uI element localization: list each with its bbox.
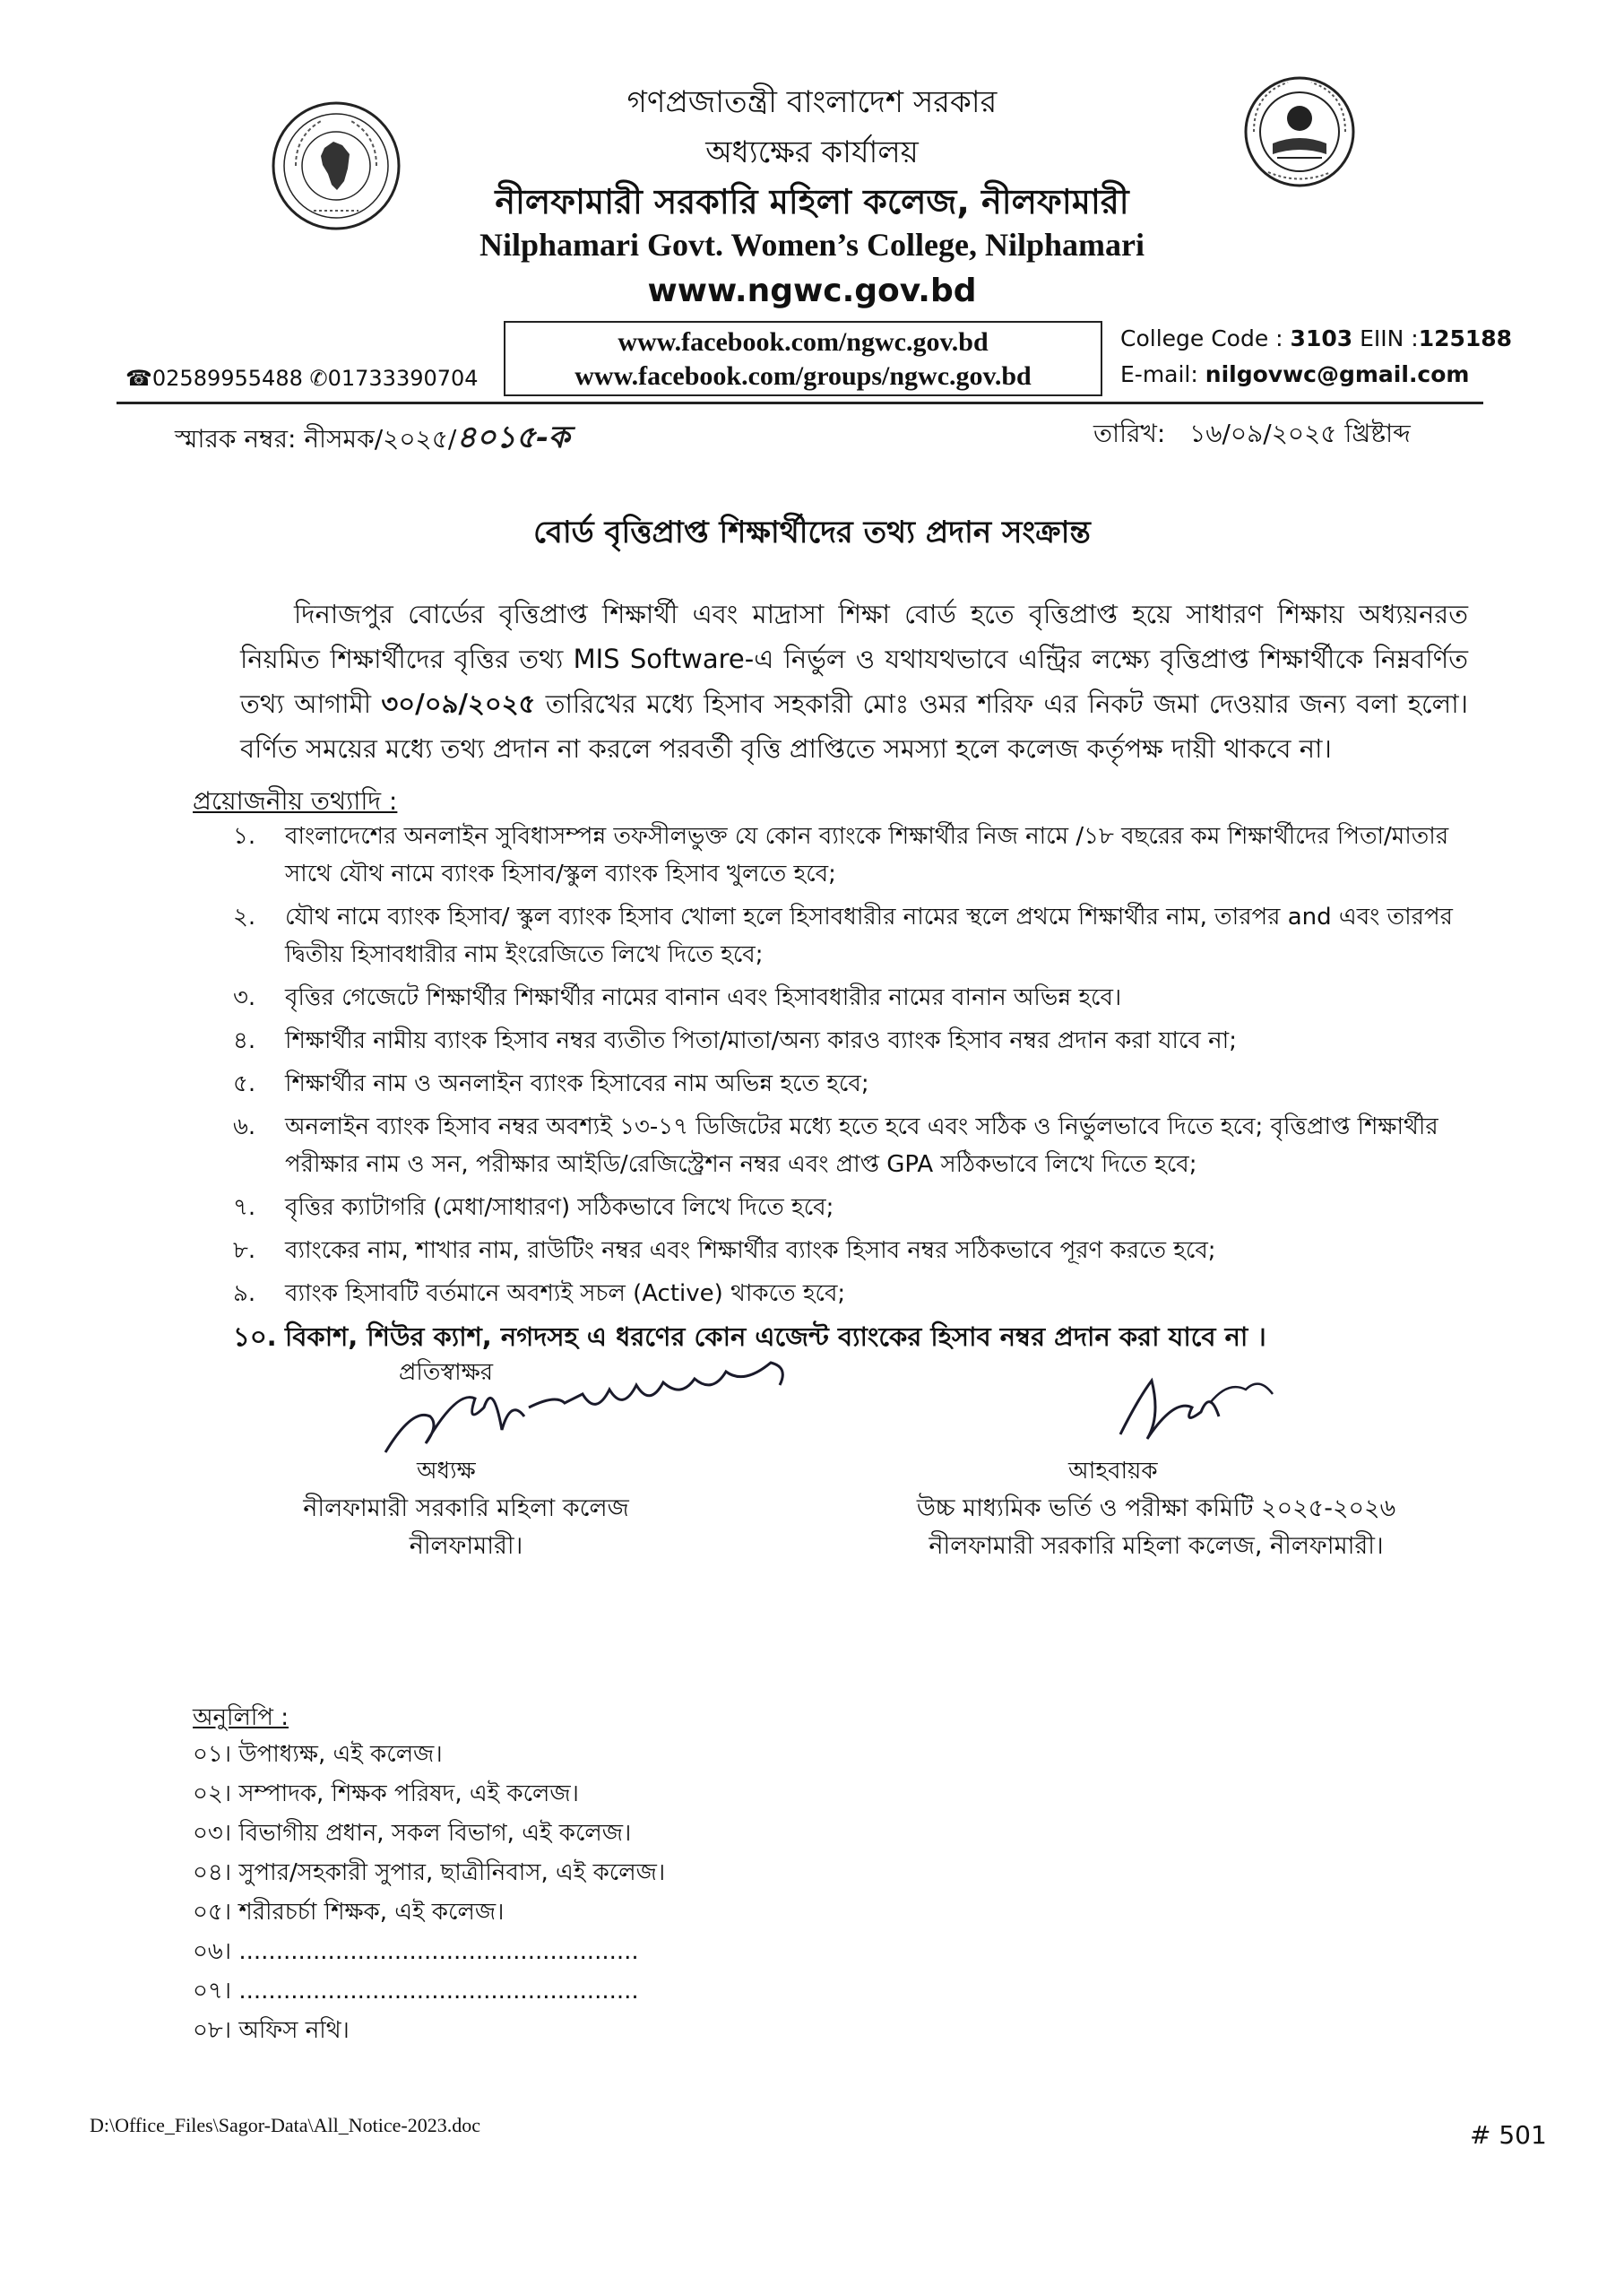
list-item-number: ৫. [233, 1070, 256, 1097]
email-label: E-mail: [1120, 361, 1205, 387]
file-path: D:\Office_Files\Sagor-Data\All_Notice-2023.doc [90, 2114, 480, 2136]
list-item [233, 818, 1488, 893]
principal-college: নীলফামারী সরকারি মহিলা কলেজ [303, 1494, 629, 1522]
list-item-number: ২. [233, 904, 256, 931]
list-item-number: ৮. [233, 1237, 256, 1264]
convener-signature [1111, 1363, 1291, 1452]
date-label: তারিখ: [1093, 419, 1166, 448]
eiin-label: EIIN : [1352, 325, 1419, 351]
list-item-number: ১. [233, 823, 256, 850]
list-item: ০৫। শরীরচর্চা শিক্ষক, এই কলেজ। [193, 1899, 505, 1926]
copies-list [193, 1735, 665, 2050]
list-item-text: শিক্ষার্থীর নামীয় ব্যাংক হিসাব নম্বর ব্যতীত পিতা/মাতা/অন্য কারও ব্যাংক হিসাব নম্বর প্রদান করা যাবে না; [285, 1027, 1237, 1054]
notice-body [240, 592, 1468, 771]
page-number: # 501 [1470, 2120, 1547, 2150]
convener-committee: উচ্চ মাধ্যমিক ভর্তি ও পরীক্ষা কমিটি ২০২৫-২০২৬ [916, 1494, 1396, 1522]
college-code-block [1120, 321, 1512, 393]
list-item-text: বৃত্তির গেজেটে শিক্ষার্থীর শিক্ষার্থীর নামের বানান এবং হিসাবধারীর নামের বানান অভিন্ন হবে। [285, 984, 1122, 1011]
list-item-number: ৯. [233, 1280, 256, 1307]
list-item-text: যৌথ নামে ব্যাংক হিসাব/ স্কুল ব্যাংক হিসাব খোলা হলে হিসাবধারীর নামের স্থলে প্রথমে শিক্ষার্থীর নাম, তারপর and এবং তারপর দ্বিতীয় হিসাবধারীর নাম ইংরেজিতে লিখে দিতে হবে; [285, 904, 1453, 968]
list-item: ০১। উপাধ্যক্ষ, এই কলেজ। [193, 1741, 443, 1768]
principal-signature [376, 1345, 807, 1470]
govt-name: গণপ্রজাতন্ত্রী বাংলাদেশ সরকার [626, 84, 998, 120]
body-text-1: দিনাজপুর বোর্ডের বৃত্তিপ্রাপ্ত শিক্ষার্থী এবং মাদ্রাসা শিক্ষা বোর্ড হতে বৃত্তিপ্রাপ্ত হয়ে সাধারণ শিক্ষায় অধ্যয়নরত নিয়মিত শিক্ষার্থীদের বৃত্তির তথ্য MIS Software-এ নির্ভুল ও যথাযথভাবে এন্ট্রির লক্ষ্যে বৃত্তিপ্রাপ্ত শিক্ষার্থীকে নিম্নবর্ণিত তথ্য আগামী [240, 599, 1468, 719]
list-item: ০৮। অফিস নথি। [193, 2017, 350, 2044]
countersign-label: প্রতিস্বাক্ষর [399, 1359, 494, 1386]
memo-date [1093, 414, 1411, 456]
college-name-bn: নীলফামারী সরকারি মহিলা কলেজ, নীলফামারী [495, 182, 1129, 221]
convener-title: আহবায়ক [1068, 1458, 1158, 1485]
list-item [233, 898, 1488, 974]
list-item-text: অনলাইন ব্যাংক হিসাব নম্বর অবশ্যই ১৩-১৭ ডিজিটের মধ্যে হতে হবে এবং সঠিক ও নির্ভুলভাবে দিতে হবে; বৃত্তিপ্রাপ্ত শিক্ষার্থীর পরীক্ষার নাম ও সন, পরীক্ষার আইডি/রেজিস্ট্রেশন নম্বর এবং প্রাপ্ত GPA সঠিকভাবে লিখে দিতে হবে; [285, 1113, 1438, 1178]
convener-college: নীলফামারী সরকারি মহিলা কলেজ, নীলফামারী। [929, 1532, 1384, 1560]
college-code-label: College Code : [1120, 325, 1291, 351]
list-item-text: বাংলাদেশের অনলাইন সুবিধাসম্পন্ন তফসীলভুক্ত যে কোন ব্যাংকে শিক্ষার্থীর নিজ নামে /১৮ বছরের কম শিক্ষার্থীদের পিতা/মাতার সাথে যৌথ নামে ব্যাংক হিসাব/স্কুল ব্যাংক হিসাব খুলতে হবে; [285, 823, 1449, 888]
list-item-number: ৪. [233, 1027, 256, 1054]
college-code-value: 3103 [1290, 325, 1353, 351]
list-item-number: ৩. [233, 984, 256, 1011]
list-item [233, 1275, 1488, 1312]
requirements-label: প্রয়োজনীয় তথ্যাদি : [193, 786, 398, 816]
copies-label: অনুলিপি : [193, 1704, 289, 1731]
list-item [233, 1065, 1488, 1103]
list-item: ০২। সম্পাদক, শিক্ষক পরিষদ, এই কলেজ। [193, 1780, 579, 1807]
memo-number [175, 414, 570, 465]
list-item [233, 1232, 1488, 1269]
facebook-links-box [504, 321, 1102, 396]
list-item-text: বৃত্তির ক্যাটাগরি (মেধা/সাধারণ) সঠিকভাবে লিখে দিতে হবে; [285, 1194, 834, 1221]
list-item: ০৬। ...................................................... [193, 1938, 639, 1965]
list-item-text: বিকাশ, শিউর ক্যাশ, নগদসহ এ ধরণের কোন এজেন্ট ব্যাংকের হিসাব নম্বর প্রদান করা যাবে না । [285, 1321, 1266, 1352]
office-name: অধ্যক্ষের কার্যালয় [705, 134, 919, 170]
email-line [1120, 357, 1512, 393]
college-code-line [1120, 321, 1512, 357]
list-item-number: ১০. [233, 1321, 277, 1352]
memo-handwritten-number: ৪০১৫-ক [456, 420, 570, 455]
list-item [233, 1189, 1488, 1226]
eiin-value: 125188 [1418, 325, 1513, 351]
list-item-text: ব্যাংক হিসাবটি বর্তমানে অবশ্যই সচল (Active) থাকতে হবে; [285, 1280, 846, 1307]
date-value: ১৬/০৯/২০২৫ খ্রিষ্টাব্দ [1189, 419, 1411, 448]
list-item-number: ৭. [233, 1194, 256, 1221]
requirements-list [233, 818, 1488, 1361]
email-value[interactable]: nilgovwc@gmail.com [1205, 361, 1470, 387]
list-item-text: ব্যাংকের নাম, শাখার নাম, রাউটিং নম্বর এবং শিক্ষার্থীর ব্যাংক হিসাব নম্বর সঠিকভাবে পূরণ করতে হবে; [285, 1237, 1216, 1264]
list-item [233, 1108, 1488, 1183]
principal-title: অধ্যক্ষ [417, 1458, 476, 1485]
list-item [233, 979, 1488, 1017]
facebook-page-link[interactable]: www.facebook.com/ngwc.gov.bd [618, 327, 989, 357]
list-item: ০৭। ...................................................... [193, 1978, 639, 2005]
facebook-group-link[interactable]: www.facebook.com/groups/ngwc.gov.bd [574, 361, 1032, 391]
list-item-text: শিক্ষার্থীর নাম ও অনলাইন ব্যাংক হিসাবের নাম অভিন্ন হতে হবে; [285, 1070, 869, 1097]
body-text-2: তারিখের মধ্যে হিসাব সহকারী মোঃ ওমর শরিফ এর নিকট জমা দেওয়ার জন্য বলা হলো। বর্ণিত সময়ের মধ্যে তথ্য প্রদান না করলে পরবর্তী বৃত্তি প্রাপ্তিতে সমস্যা হলে কলেজ কর্তৃপক্ষ দায়ী থাকবে না। [240, 688, 1469, 764]
list-item [233, 1022, 1488, 1060]
principal-location: নীলফামারী। [409, 1532, 523, 1560]
website-link[interactable]: www.ngwc.gov.bd [647, 273, 977, 309]
list-item: ০৪। সুপার/সহকারী সুপার, ছাত্রীনিবাস, এই কলেজ। [193, 1859, 666, 1886]
college-name-en: Nilphamari Govt. Women’s College, Nilphamari [479, 227, 1145, 263]
header-divider [117, 402, 1483, 404]
phone-numbers: ☎02589955488 ✆01733390704 [125, 366, 479, 391]
body-deadline: ৩০/০৯/২০২৫ [381, 688, 536, 719]
memo-label: স্মারক নম্বর: নীসমক/২০২৫/ [175, 424, 457, 454]
notice-title: বোর্ড বৃত্তিপ্রাপ্ত শিক্ষার্থীদের তথ্য প্রদান সংক্রান্ত [533, 515, 1091, 550]
list-item-number: ৬. [233, 1113, 256, 1140]
list-item: ০৩। বিভাগীয় প্রধান, সকল বিভাগ, এই কলেজ। [193, 1820, 632, 1847]
